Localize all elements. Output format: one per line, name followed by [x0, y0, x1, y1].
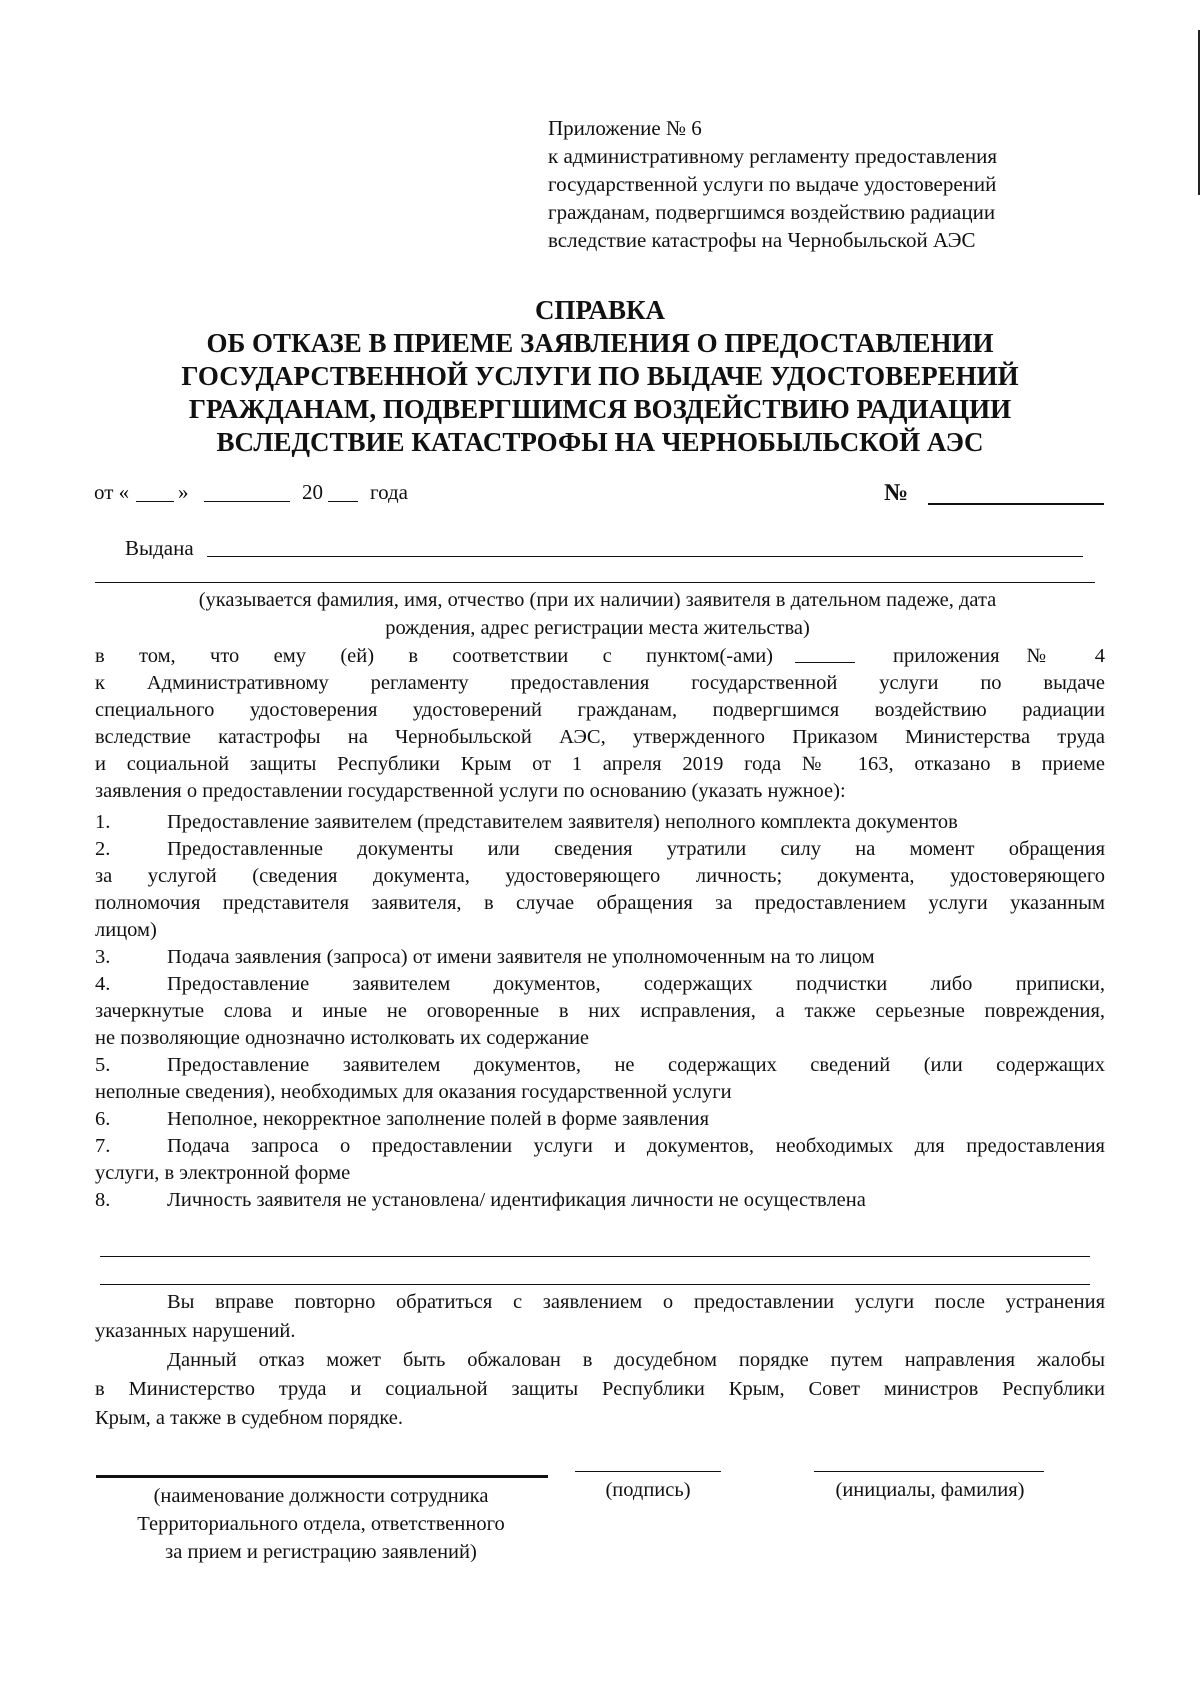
list-item-text: Предоставленные документы или сведения утратили силу на момент обращения	[167, 838, 1105, 860]
list-item-text: Личность заявителя не установлена/ идентификация личности не осуществлена	[167, 1189, 866, 1211]
list-item-number: 6.	[95, 1108, 111, 1130]
intro-line: заявления о предоставлении государственной услуги по основанию (указать нужное):	[95, 780, 846, 802]
list-item-text: зачеркнутые слова и иные не оговоренные в них исправления, а также серьезные повреждения,	[95, 1000, 1105, 1022]
year-suffix: года	[370, 480, 408, 504]
signature-caption-text: (подпись)	[605, 1479, 691, 1501]
appendix-line: к административному регламенту предоставления	[548, 144, 998, 168]
signature-caption	[575, 1476, 721, 1504]
position-caption-line: (наименование должности сотрудника	[153, 1485, 489, 1507]
list-item	[95, 1052, 1105, 1079]
intro-line: и социальной защиты Республики Крым от 1 апреля 2019 года № 163, отказано в приеме	[95, 753, 1105, 775]
year-field[interactable]	[328, 501, 358, 502]
issued-field[interactable]	[207, 556, 1083, 557]
year-prefix: 20	[302, 480, 323, 504]
title-line: СПРАВКА	[534, 295, 666, 325]
list-item	[95, 1106, 1105, 1133]
signature-field[interactable]	[575, 1471, 721, 1472]
date-number-row	[94, 480, 1104, 512]
appendix-header	[548, 114, 1088, 254]
list-item-text: Подача заявления (запроса) от имени заявителя не уполномоченным на то лицом	[167, 946, 875, 968]
name-caption	[800, 1476, 1060, 1504]
position-caption-line: Территориального отдела, ответственного	[137, 1513, 505, 1535]
intro-line: к Административному регламенту предоставления государственной услуги по выдаче	[95, 672, 1105, 694]
appendix-line: Приложение № 6	[548, 116, 702, 140]
document-title	[90, 294, 1110, 459]
position-field[interactable]	[96, 1475, 548, 1478]
issued-field-continuation[interactable]	[95, 582, 1095, 583]
caption-line: (указывается фамилия, имя, отчество (при их наличии) заявителя в дательном падеже, дата	[198, 589, 997, 611]
date-close-quote: »	[178, 480, 189, 504]
notice-line: Данный отказ может быть обжалован в досудебном порядке путем направления жалобы	[167, 1349, 1105, 1371]
notice-line: в Министерство труда и социальной защиты Республики Крым, Совет министров Республики	[95, 1378, 1105, 1400]
title-line: ГРАЖДАНАМ, ПОДВЕРГШИМСЯ ВОЗДЕЙСТВИЮ РАДИАЦИИ	[188, 394, 1012, 424]
list-item-text: услуги, в электронной форме	[95, 1162, 351, 1184]
title-line: ГОСУДАРСТВЕННОЙ УСЛУГИ ПО ВЫДАЧЕ УДОСТОВЕРЕНИЙ	[181, 361, 1019, 391]
list-item-text: Неполное, некорректное заполнение полей в форме заявления	[167, 1108, 710, 1130]
notice-paragraph-appeal	[95, 1346, 1105, 1433]
title-line: ОБ ОТКАЗЕ В ПРИЕМЕ ЗАЯВЛЕНИЯ О ПРЕДОСТАВЛЕНИИ	[206, 328, 994, 358]
issued-row	[125, 536, 1085, 561]
name-caption-text: (инициалы, фамилия)	[835, 1479, 1025, 1501]
issued-label: Выдана	[125, 536, 194, 560]
list-item-number: 4.	[95, 973, 111, 995]
list-item-text: Предоставление заявителем документов, содержащих подчистки либо приписки,	[167, 973, 1105, 995]
list-item	[95, 1133, 1105, 1160]
list-item-text: Предоставление заявителем документов, не содержащих сведений (или содержащих	[167, 1054, 1105, 1076]
position-caption-line: за прием и регистрацию заявлений)	[165, 1541, 477, 1563]
list-item-text: за услугой (сведения документа, удостоверяющего личность; документа, удостоверяющего	[95, 865, 1105, 887]
list-item-number: 3.	[95, 946, 111, 968]
appendix-line: вследствие катастрофы на Чернобыльской АЭС	[548, 228, 976, 252]
list-item-text: полномочия представителя заявителя, в случае обращения за предоставлением услуги указанным	[95, 892, 1105, 914]
list-item-number: 5.	[95, 1054, 111, 1076]
position-caption	[96, 1482, 546, 1566]
list-item-text: неполные сведения), необходимых для оказания государственной услуги	[95, 1081, 732, 1103]
notice-line: Крым, а также в судебном порядке.	[95, 1407, 404, 1429]
notice-paragraph-repeat	[95, 1288, 1105, 1346]
list-item	[95, 1187, 1105, 1214]
intro-line: вследствие катастрофы на Чернобыльской АЭС, утвержденного Приказом Министерства труда	[95, 726, 1105, 748]
intro-line: специального удостоверения удостоверений гражданам, подвергшимся воздействию радиации	[95, 699, 1105, 721]
list-item	[95, 971, 1105, 998]
appendix-line: государственной услуги по выдаче удостоверений	[548, 172, 997, 196]
list-item	[95, 836, 1105, 863]
appendix-line: гражданам, подвергшимся воздействию радиации	[548, 200, 996, 224]
list-item-number: 2.	[95, 838, 111, 860]
blank-line[interactable]	[100, 1284, 1090, 1285]
caption-line: рождения, адрес регистрации места жительства)	[385, 617, 810, 639]
list-item-number: 7.	[95, 1135, 111, 1157]
list-item-text: Предоставление заявителем (представителем заявителя) неполного комплекта документов	[167, 811, 958, 833]
list-item	[95, 809, 1105, 836]
intro-line1-start: в том, что ему (ей) в соответствии с пунктом(-ами)	[95, 645, 773, 667]
list-item-number: 1.	[95, 811, 111, 833]
issued-caption	[95, 586, 1100, 642]
intro-line-first	[95, 643, 1105, 670]
blank-line[interactable]	[100, 1256, 1090, 1257]
title-line: ВСЛЕДСТВИЕ КАТАСТРОФЫ НА ЧЕРНОБЫЛЬСКОЙ АЭС	[216, 427, 984, 457]
list-item-text: лицом)	[95, 919, 157, 941]
number-sign: №	[884, 480, 909, 506]
intro-paragraph	[95, 643, 1105, 805]
clause-field[interactable]	[795, 662, 855, 663]
number-field[interactable]	[928, 503, 1104, 505]
list-item	[95, 944, 1105, 971]
month-field[interactable]	[204, 501, 290, 502]
list-item-text: не позволяющие однозначно истолковать их содержание	[95, 1027, 590, 1049]
notice-line: Вы вправе повторно обратиться с заявлением о предоставлении услуги после устранения	[167, 1291, 1105, 1313]
day-field[interactable]	[136, 501, 174, 502]
list-item-number: 8.	[95, 1189, 111, 1211]
name-field[interactable]	[814, 1471, 1044, 1472]
intro-line1-end: приложения № 4	[893, 645, 1105, 667]
list-item-text: Подача запроса о предоставлении услуги и документов, необходимых для предоставления	[167, 1135, 1105, 1157]
notice-line: указанных нарушений.	[95, 1320, 296, 1342]
date-prefix: от «	[94, 480, 130, 504]
reasons-list	[95, 809, 1105, 1214]
